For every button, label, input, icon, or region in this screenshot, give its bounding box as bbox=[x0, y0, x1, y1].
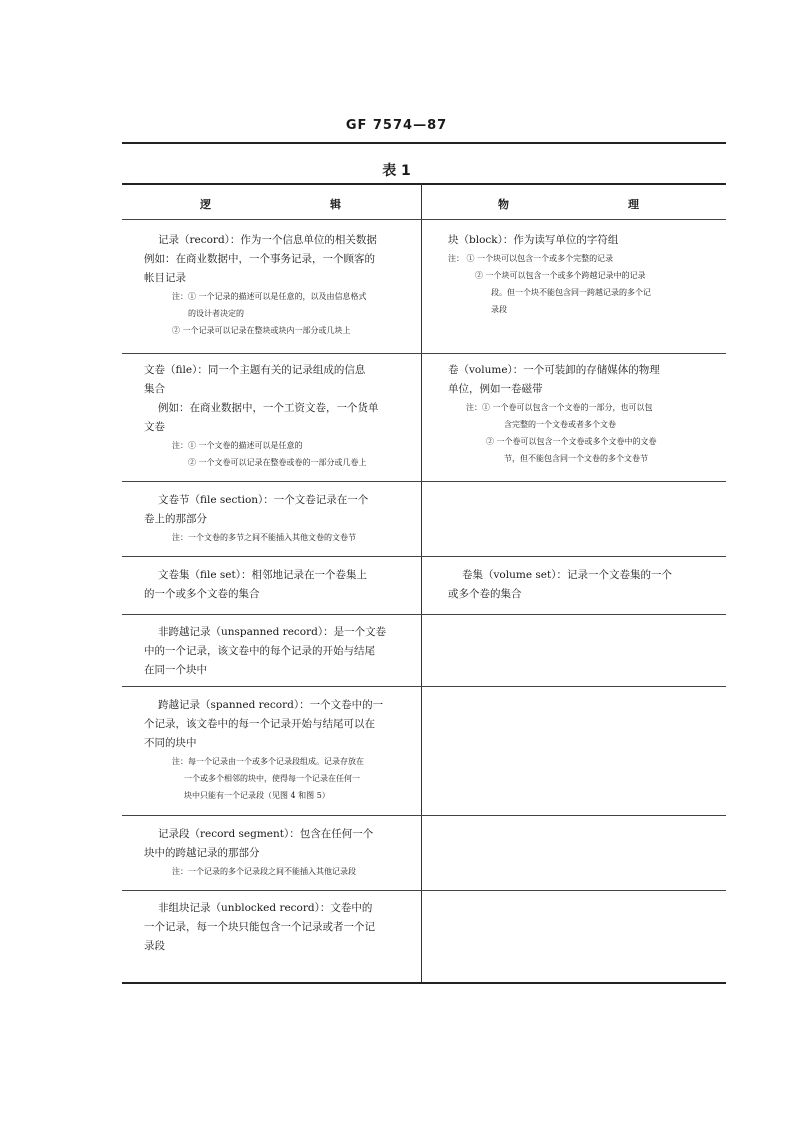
definition-line: 录段 bbox=[144, 940, 165, 952]
row-divider bbox=[122, 556, 726, 557]
definition-line: 帐目记录 bbox=[144, 272, 186, 284]
definition-line: 非跨越记录（unspanned record）：是一个文卷 bbox=[158, 626, 387, 638]
note-line: 含完整的一个文卷或者多个文卷 bbox=[504, 420, 616, 429]
definition-line: 文卷节（file section）：一个文卷记录在一个 bbox=[158, 494, 369, 506]
definition-line: 跨越记录（spanned record）：一个文卷中的一 bbox=[158, 699, 384, 711]
row-divider bbox=[122, 890, 726, 891]
note-line: 注：一个记录的多个记录段之间不能插入其他记录段 bbox=[172, 867, 356, 876]
definition-line: 块（block）：作为读写单位的字符组 bbox=[448, 234, 619, 246]
definition-line: 或多个卷的集合 bbox=[448, 588, 522, 600]
row-divider bbox=[122, 481, 726, 482]
note-line: 注： ① 一个块可以包含一个或多个完整的记录 bbox=[448, 254, 614, 263]
definition-line: 卷上的那部分 bbox=[144, 513, 207, 525]
note-line: 注：① 一个记录的描述可以是任意的，以及由信息格式 bbox=[172, 292, 367, 301]
header-rule bbox=[122, 142, 726, 144]
definition-line: 一个记录，每一个块只能包含一个记录或者一个记 bbox=[144, 921, 375, 933]
definition-line: 记录段（record segment）：包含在任何一个 bbox=[158, 828, 374, 840]
definition-line: 不同的块中 bbox=[144, 737, 197, 749]
col-header-logical-2: 辑 bbox=[330, 198, 341, 211]
table-title: 表 1 bbox=[382, 163, 411, 179]
note-line: 节，但不能包含同一个文卷的多个文卷节 bbox=[504, 454, 648, 463]
definition-line: 单位，例如一卷磁带 bbox=[448, 383, 543, 395]
row-unblocked-record-left bbox=[144, 899, 416, 956]
col-header-logical-1: 逻 bbox=[200, 198, 211, 211]
definition-line: 例如：在商业数据中，一个工资文卷，一个货单 bbox=[158, 402, 379, 414]
definition-line: 卷（volume）：一个可装卸的存储媒体的物理 bbox=[448, 364, 660, 376]
definition-line: 文卷集（file set）：相邻地记录在一个卷集上 bbox=[158, 569, 367, 581]
definition-line: 例如：在商业数据中，一个事务记录，一个顾客的 bbox=[144, 253, 375, 265]
row-volume-set-right bbox=[448, 566, 720, 604]
definition-line: 记录（record）：作为一个信息单位的相关数据 bbox=[158, 234, 377, 246]
note-line: 录段 bbox=[491, 305, 507, 314]
definition-line: 个记录，该文卷中的每一个记录开始与结尾可以在 bbox=[144, 718, 375, 730]
note-line: 注：每一个记录由一个或多个记录段组成。记录存放在 bbox=[172, 757, 364, 766]
row-record-segment-left bbox=[144, 825, 416, 880]
note-line: 的设计者决定的 bbox=[188, 309, 244, 318]
row-record-left bbox=[144, 231, 416, 339]
note-line: 段。但一个块不能包含同一跨越记录的多个记 bbox=[491, 288, 651, 297]
row-file-section-left bbox=[144, 491, 416, 546]
definition-line: 块中的跨越记录的那部分 bbox=[144, 847, 260, 859]
note-line: 注：① 一个卷可以包含一个文卷的一部分，也可以包 bbox=[466, 403, 653, 412]
row-file-left bbox=[144, 361, 416, 471]
note-line: ② 一个记录可以记录在整块或块内一部分或几块上 bbox=[172, 326, 351, 335]
row-block-right bbox=[448, 231, 720, 318]
definition-line: 的一个或多个文卷的集合 bbox=[144, 588, 260, 600]
row-divider bbox=[122, 686, 726, 687]
note-line: 注：一个文卷的多节之间不能插入其他文卷的文卷节 bbox=[172, 533, 356, 542]
col-header-physical-1: 物 bbox=[498, 198, 509, 211]
definition-line: 中的一个记录，该文卷中的每个记录的开始与结尾 bbox=[144, 645, 375, 657]
definition-line: 非组块记录（unblocked record）：文卷中的 bbox=[158, 902, 373, 914]
row-divider bbox=[122, 614, 726, 615]
definition-line: 集合 bbox=[144, 383, 165, 395]
row-volume-right bbox=[448, 361, 720, 467]
row-unspanned-record-left bbox=[144, 623, 416, 680]
col-header-physical-2: 理 bbox=[628, 198, 639, 211]
definition-line: 文卷 bbox=[144, 421, 165, 433]
definition-line: 在同一个块中 bbox=[144, 664, 207, 676]
row-divider bbox=[122, 353, 726, 354]
note-line: 一个或多个相邻的块中，使得每一个记录在任何一 bbox=[184, 774, 360, 783]
definition-line: 文卷（file）：同一个主题有关的记录组成的信息 bbox=[144, 364, 366, 376]
row-spanned-record-left bbox=[144, 696, 416, 804]
row-divider bbox=[122, 219, 726, 220]
row-file-set-left bbox=[144, 566, 416, 604]
row-divider bbox=[122, 815, 726, 816]
column-divider bbox=[421, 183, 422, 982]
note-line: ② 一个文卷可以记录在整卷或卷的一部分或几卷上 bbox=[188, 458, 367, 467]
note-line: 注：① 一个文卷的描述可以是任意的 bbox=[172, 441, 303, 450]
standard-code: GF 7574—87 bbox=[345, 118, 448, 133]
note-line: 块中只能有一个记录段（见图 4 和图 5） bbox=[184, 791, 330, 800]
note-line: ② 一个卷可以包含一个文卷或多个文卷中的文卷 bbox=[486, 437, 657, 446]
definition-line: 卷集（volume set）：记录一个文卷集的一个 bbox=[462, 569, 672, 581]
note-line: ② 一个块可以包含一个或多个跨越记录中的记录 bbox=[475, 271, 646, 280]
